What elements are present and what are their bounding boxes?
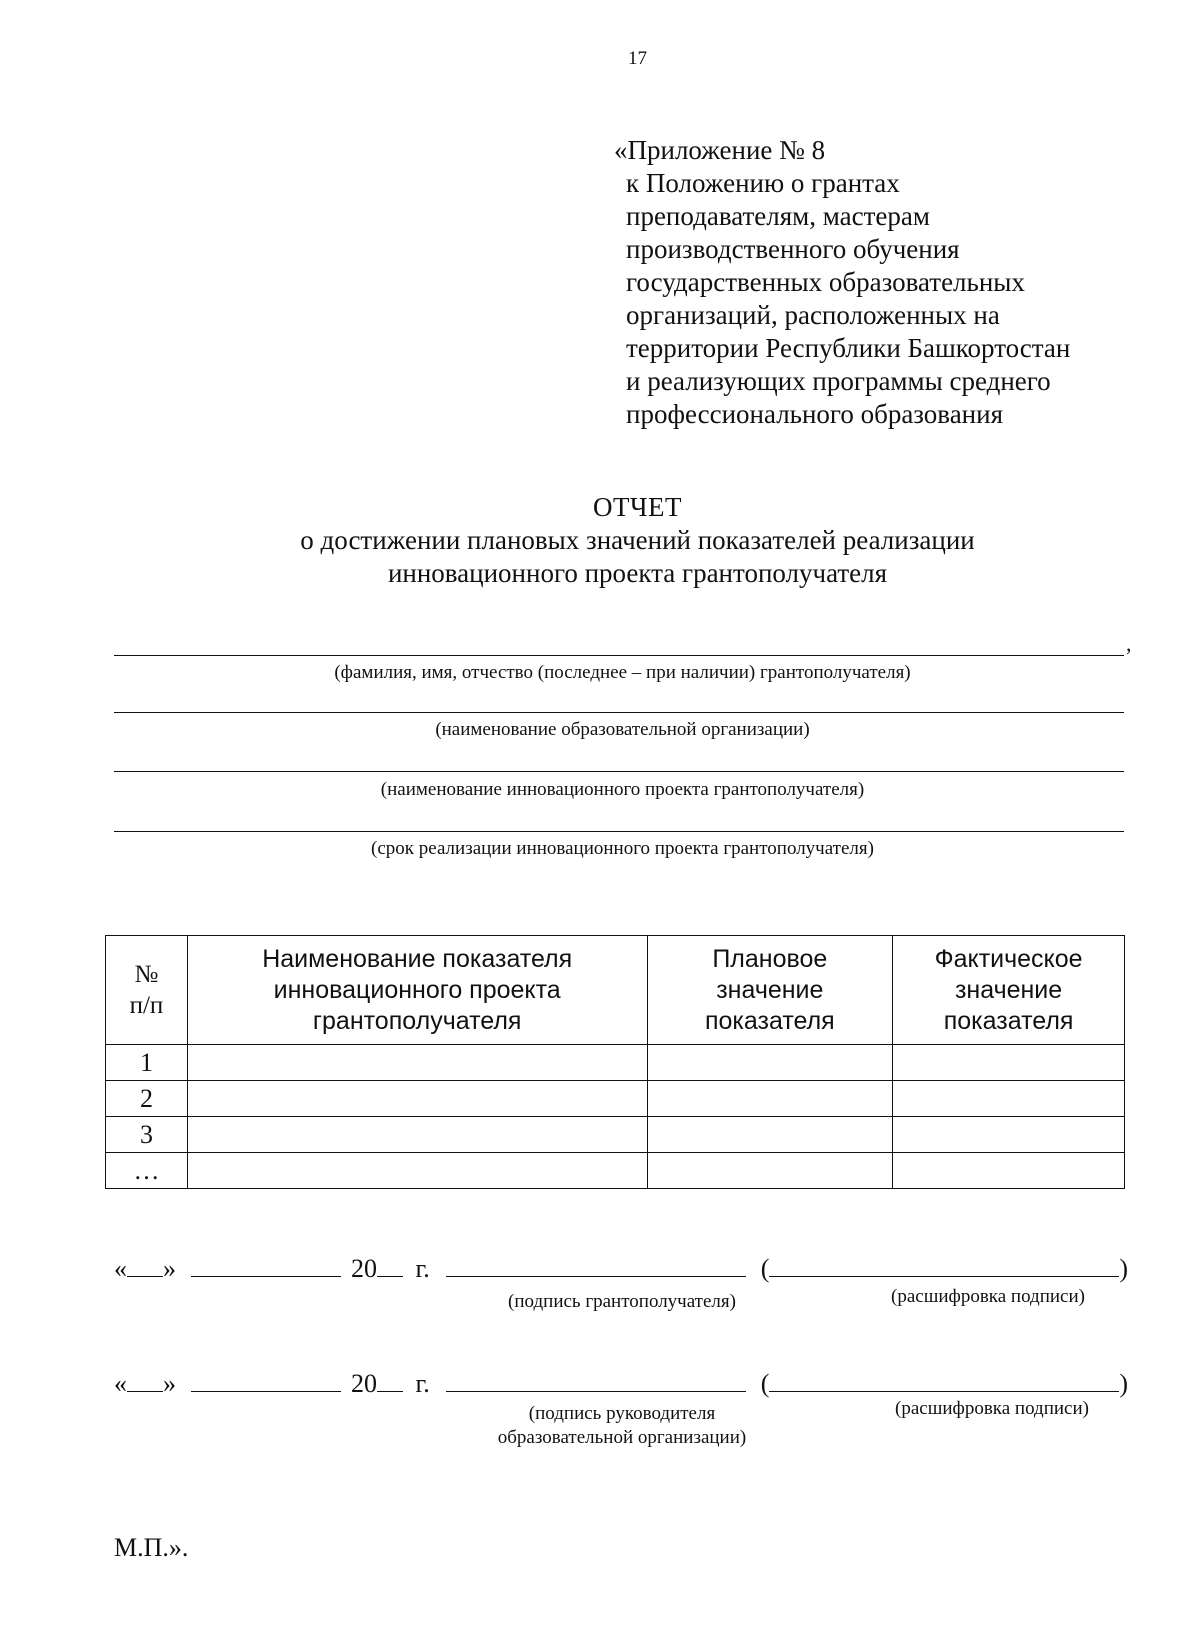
indicator-name-cell[interactable] [187, 1117, 647, 1153]
header-number-label: № п/п [129, 961, 164, 1019]
day-field[interactable] [127, 1367, 163, 1392]
organization-caption: (наименование образовательной организации) [435, 719, 810, 740]
head-decode-field[interactable] [769, 1367, 1119, 1392]
row-number: 2 [106, 1081, 188, 1117]
head-decode-caption: (расшифровка подписи) [895, 1398, 1089, 1419]
stamp-place: М.П.». [114, 1533, 189, 1562]
appendix-line: производственного обучения [626, 234, 960, 264]
date-open-quote: « [114, 1369, 127, 1398]
actual-value-cell[interactable] [893, 1081, 1125, 1117]
grantee-decode-field[interactable] [769, 1252, 1119, 1277]
head-sign-caption-line: (подпись руководителя [528, 1403, 716, 1424]
indicator-name-cell[interactable] [187, 1045, 647, 1081]
grantee-sign-caption: (подпись грантополучателя) [508, 1291, 736, 1312]
table-row [106, 1117, 1125, 1153]
appendix-line: преподавателям, мастерам [626, 201, 930, 231]
year-prefix: 20 [351, 1369, 377, 1398]
project-field-line[interactable] [114, 771, 1124, 772]
report-subtitle-line: инновационного проекта грантополучателя [387, 558, 888, 588]
paren-close: ) [1119, 1369, 1129, 1398]
indicator-name-cell[interactable] [187, 1153, 647, 1189]
term-caption: (срок реализации инновационного проекта грантополучателя) [371, 838, 874, 859]
header-actual-value [893, 936, 1125, 1045]
month-field[interactable] [191, 1252, 341, 1277]
actual-value-cell[interactable] [893, 1153, 1125, 1189]
row-number: … [106, 1153, 188, 1189]
table-row [106, 1153, 1125, 1189]
planned-value-cell[interactable] [647, 1045, 893, 1081]
paren-open: ( [760, 1369, 770, 1398]
appendix-line: государственных образовательных [626, 267, 1025, 297]
grantee-signature-row [114, 1252, 1128, 1284]
planned-value-cell[interactable] [647, 1117, 893, 1153]
appendix-line: к Положению о грантах [626, 168, 900, 198]
head-signature-row [114, 1367, 1128, 1399]
year-suffix: г. [415, 1369, 430, 1398]
head-sign-caption [442, 1402, 802, 1450]
report-subtitle-line: о достижении плановых значений показателей реализации [300, 525, 975, 555]
indicators-table [105, 935, 1125, 1189]
grantee-decode-caption: (расшифровка подписи) [891, 1286, 1085, 1307]
month-field[interactable] [191, 1367, 341, 1392]
header-indicator-name [187, 936, 647, 1045]
row-number: 3 [106, 1117, 188, 1153]
appendix-line: «Приложение № 8 [614, 135, 826, 165]
date-close-quote: » [163, 1254, 176, 1283]
appendix-line: и реализующих программы среднего [626, 366, 1051, 396]
year-suffix: г. [415, 1254, 430, 1283]
page-number: 17 [628, 48, 647, 69]
appendix-line: организаций, расположенных на [626, 300, 1000, 330]
header-planned-value-label: Плановое значение показателя [704, 944, 835, 1035]
planned-value-cell[interactable] [647, 1153, 893, 1189]
table-row [106, 1045, 1125, 1081]
report-subtitle [0, 524, 1200, 590]
table-header-row [106, 936, 1125, 1045]
fio-comma: , [1126, 631, 1132, 656]
paren-open: ( [760, 1254, 770, 1283]
header-actual-value-label: Фактическое значение показателя [934, 944, 1083, 1035]
date-close-quote: » [163, 1369, 176, 1398]
project-caption: (наименование инновационного проекта грантополучателя) [380, 779, 865, 800]
grantee-signature-field[interactable] [446, 1252, 746, 1277]
fio-field-line[interactable] [114, 655, 1124, 656]
day-field[interactable] [127, 1252, 163, 1277]
table-row [106, 1081, 1125, 1117]
year-prefix: 20 [351, 1254, 377, 1283]
paren-close: ) [1119, 1254, 1129, 1283]
appendix-line: территории Республики Башкортостан [626, 333, 1071, 363]
row-number: 1 [106, 1045, 188, 1081]
organization-field-line[interactable] [114, 712, 1124, 713]
report-title: ОТЧЕТ [592, 492, 683, 522]
actual-value-cell[interactable] [893, 1117, 1125, 1153]
header-number [106, 936, 188, 1045]
appendix-line: профессионального образования [626, 399, 1003, 429]
year-field[interactable] [377, 1367, 403, 1392]
header-planned-value [647, 936, 893, 1045]
date-open-quote: « [114, 1254, 127, 1283]
actual-value-cell[interactable] [893, 1045, 1125, 1081]
year-field[interactable] [377, 1252, 403, 1277]
head-signature-field[interactable] [446, 1367, 746, 1392]
header-indicator-name-label: Наименование показателя инновационного проекта грантополучателя [262, 944, 573, 1035]
planned-value-cell[interactable] [647, 1081, 893, 1117]
head-sign-caption-line: образовательной организации) [497, 1427, 747, 1448]
term-field-line[interactable] [114, 831, 1124, 832]
indicator-name-cell[interactable] [187, 1081, 647, 1117]
appendix-header [614, 134, 1070, 431]
fio-caption: (фамилия, имя, отчество (последнее – при наличии) грантополучателя) [334, 662, 911, 683]
